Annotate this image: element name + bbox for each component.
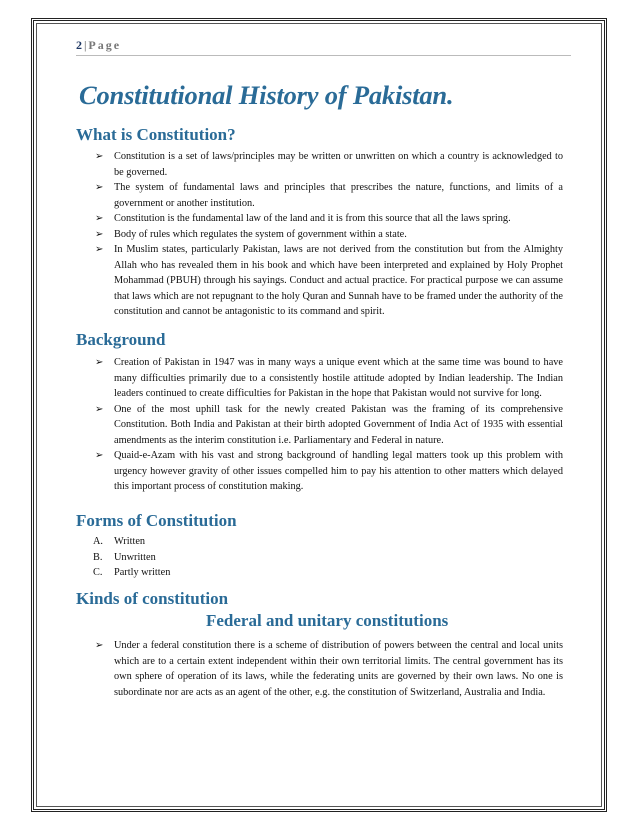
- arrow-bullet-icon: ➢: [95, 151, 104, 162]
- list-item-text: Creation of Pakistan in 1947 was in many ways a unique event which at the same time was bound to have many difficulties primarily due to a consistently hostile attitude adopted by Indian leadership. The Indian leaders continued to create difficulties for Pakistan in the hope that Pakistan would not survive for long.: [114, 357, 563, 399]
- list-item-text: In Muslim states, particularly Pakistan, laws are not derived from the constitution but from the Almighty Allah who has revealed them in his book and which have been interpreted and explained by Holy Prophet Mohammad (PBUH) through his sayings. Conduct and actual practice. For practical purpose we can assume that laws which are not repugnant to the holy Quran and Sunnah have to be framed under the authority of the constitution and cannot be antagonistic to its command and spirit.: [114, 244, 563, 317]
- list-item: [93, 180, 563, 211]
- heading-what-is-constitution: What is Constitution?: [76, 125, 236, 144]
- page-label: Page: [88, 38, 122, 52]
- list-item-text: Quaid-e-Azam with his vast and strong background of handling legal matters took up this problem with urgency however gravity of other issues compelled him to pay his attention to other matters which delayed this important process of constitution making.: [114, 450, 563, 492]
- list-item-text: One of the most uphill task for the newly created Pakistan was the framing of its comprehensive Constitution. Both India and Pakistan at their birth adopted Government of India Act of 1935 with essential amendments as the interim constitution i.e. Parliamentary and Federal in nature.: [114, 403, 563, 446]
- heading-forms-of-constitution: Forms of Constitution: [76, 511, 237, 530]
- list-item-text: Constitution is the fundamental law of the land and it is from this source that all the laws spring.: [114, 213, 511, 224]
- list-item: [93, 448, 563, 495]
- list-item: [93, 550, 563, 566]
- arrow-bullet-icon: ➢: [95, 450, 104, 461]
- list-marker: A.: [93, 536, 104, 547]
- list-item: [93, 211, 563, 227]
- constitution-bullet-list: [93, 149, 563, 320]
- kinds-bullet-list: [93, 638, 563, 700]
- arrow-bullet-icon: ➢: [95, 403, 104, 415]
- page-header: [76, 38, 571, 56]
- document-title: Constitutional History of Pakistan.: [79, 80, 454, 110]
- page-number: 2: [76, 38, 82, 52]
- arrow-bullet-icon: ➢: [95, 640, 104, 651]
- list-item-text: Partly written: [114, 567, 171, 578]
- list-item: [93, 149, 563, 180]
- arrow-bullet-icon: ➢: [95, 213, 104, 224]
- list-marker: C.: [93, 567, 103, 578]
- arrow-bullet-icon: ➢: [95, 228, 104, 240]
- list-item: [93, 402, 563, 449]
- heading-background: Background: [76, 330, 166, 349]
- arrow-bullet-icon: ➢: [95, 357, 104, 368]
- list-item-text: Written: [114, 536, 146, 547]
- list-item: [93, 227, 563, 243]
- list-item-text: The system of fundamental laws and principles that prescribes the nature, functions, and limits of a government or another institution.: [114, 182, 563, 209]
- list-item: [93, 242, 563, 320]
- list-item: [93, 534, 563, 550]
- list-item-text: Constitution is a set of laws/principles may be written or unwritten on which a country is acknowledged to be governed.: [114, 151, 563, 178]
- arrow-bullet-icon: ➢: [95, 182, 104, 193]
- heading-kinds-of-constitution: Kinds of constitution: [76, 589, 229, 608]
- subheading-federal-unitary: Federal and unitary constitutions: [206, 611, 449, 630]
- list-item: [93, 355, 563, 402]
- list-marker: B.: [93, 551, 103, 563]
- forms-list: [93, 534, 563, 581]
- background-bullet-list: [93, 355, 563, 495]
- header-separator: |: [84, 38, 87, 52]
- arrow-bullet-icon: ➢: [95, 244, 104, 255]
- list-item: [93, 565, 563, 581]
- list-item-text: Body of rules which regulates the system of government within a state.: [114, 228, 407, 240]
- list-item-text: Unwritten: [114, 551, 156, 563]
- list-item-text: Under a federal constitution there is a scheme of distribution of powers between the central and local units which are to a certain extent independent within their own territorial limits. The central government has its own sphere of operation of its laws, while the federating units are governed by their own laws. No one is subordinate nor are acts as an agent of the other, e.g. the constitution of Switzerland, Australia and India.: [114, 640, 563, 698]
- list-item: [93, 638, 563, 700]
